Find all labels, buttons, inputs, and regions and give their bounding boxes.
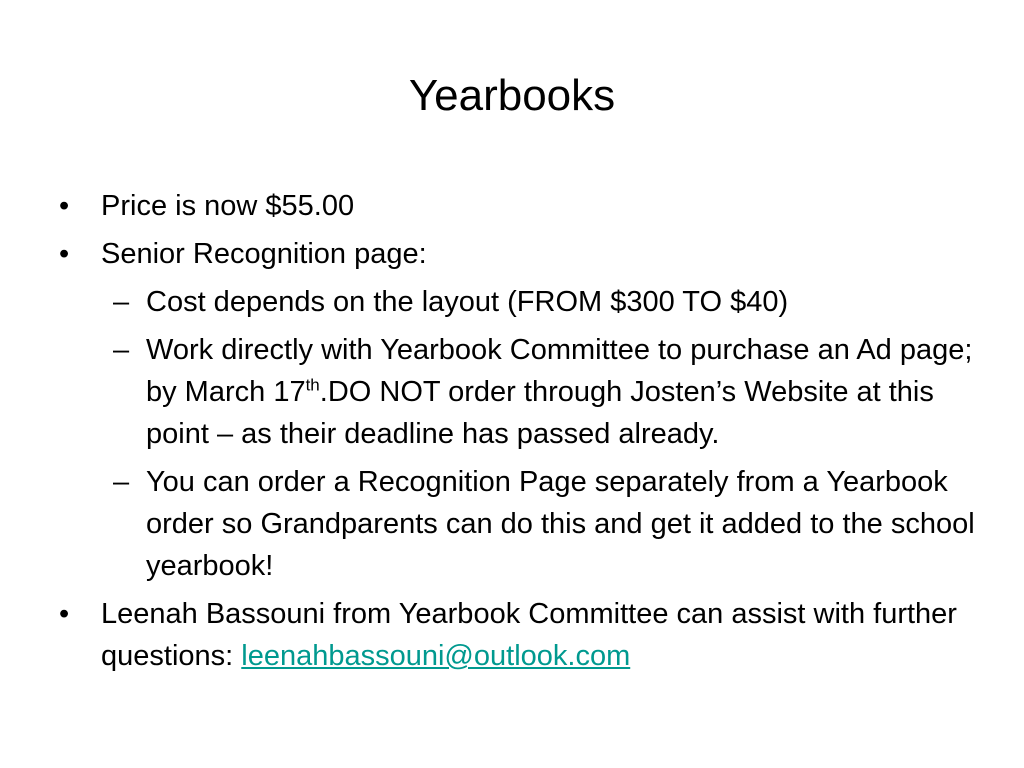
bullet-marker: •: [59, 238, 70, 270]
bullet-price-text: Price is now $55.00: [101, 190, 355, 222]
slide-content: [56, 185, 976, 683]
bullet-price: [56, 185, 976, 227]
bullet-senior-text: Senior Recognition page:: [101, 238, 427, 270]
dash-marker: –: [113, 466, 130, 498]
email-link[interactable]: leenahbassouni@outlook.com: [241, 640, 631, 672]
subbullet-order-separately: [56, 461, 976, 587]
bullet-contact-body: [101, 598, 957, 672]
subbullet-work-text: [146, 334, 972, 450]
bullet-marker: •: [59, 190, 70, 222]
dash-marker: –: [113, 334, 130, 366]
bullet-senior-recognition: [56, 233, 976, 275]
work-text-part2: .DO NOT order through Josten’s Website at this point – as their deadline has passed already.: [146, 376, 934, 450]
bullet-marker: •: [59, 598, 70, 630]
ordinal-superscript: th: [305, 375, 320, 395]
bullet-contact: [56, 593, 976, 677]
work-text-part1: Work directly with Yearbook Committee to purchase an Ad page; by March 17: [146, 334, 973, 408]
slide-title: Yearbooks: [408, 71, 616, 120]
subbullet-cost: [56, 281, 976, 323]
dash-marker: –: [113, 286, 130, 318]
subbullet-work-directly: [56, 329, 976, 455]
subbullet-cost-text: Cost depends on the layout (FROM $300 TO $40): [146, 286, 789, 318]
contact-text: Leenah Bassouni from Yearbook Committee can assist with further questions:: [101, 598, 957, 672]
subbullet-order-text: You can order a Recognition Page separately from a Yearbook order so Grandparents can do this and get it added to the school yearbook!: [146, 466, 975, 582]
